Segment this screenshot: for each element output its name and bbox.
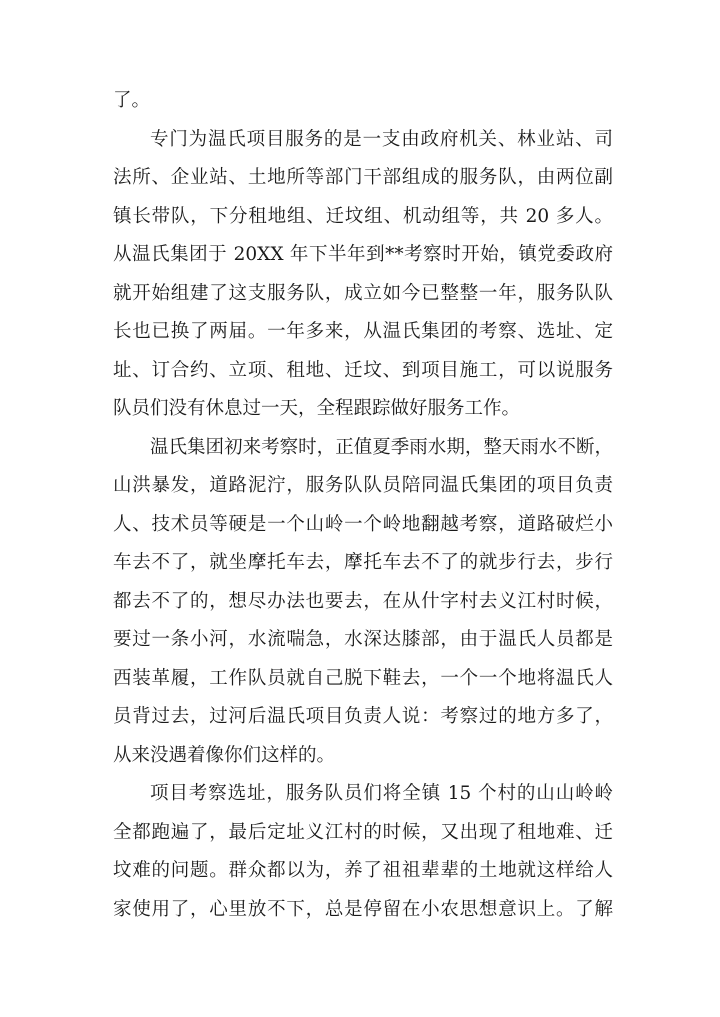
- text-line: 了。: [113, 90, 151, 111]
- text-line: 员背过去，过河后温氏项目负责人说：考察过的地方多了，: [113, 706, 613, 727]
- text-line: 从温氏集团于 20XX 年下半年到**考察时开始，镇党委政府: [113, 244, 613, 265]
- text-line: 车去不了，就坐摩托车去，摩托车去不了的就步行去，步行: [113, 552, 613, 573]
- text-line: 队员们没有休息过一天，全程跟踪做好服务工作。: [113, 398, 521, 419]
- text-line: 西装革履，工作队员就自己脱下鞋去，一个一个地将温氏人: [113, 667, 613, 689]
- text-line: 要过一条小河，水流喘急，水深达膝部，由于温氏人员都是: [113, 629, 613, 650]
- text-line: 就开始组建了这支服务队，成立如今已整整一年，服务队队: [113, 282, 613, 304]
- text-line: 法所、企业站、土地所等部门干部组成的服务队，由两位副: [113, 167, 613, 188]
- text-line: 家使用了，心里放不下，总是停留在小农思想意识上。了解: [113, 898, 613, 920]
- text-line: 从来没遇着像你们这样的。: [113, 744, 336, 766]
- text-line: 山洪暴发，道路泥泞，服务队队员陪同温氏集团的项目负责: [113, 475, 613, 496]
- text-line: 专门为温氏项目服务的是一支由政府机关、林业站、司: [150, 128, 613, 150]
- text-line: 全都跑遍了，最后定址义江村的时候，又出现了租地难、迁: [113, 821, 613, 843]
- text-line: 都去不了的，想尽办法也要去，在从什字村去义江村时候，: [113, 590, 613, 612]
- text-line: 项目考察选址，服务队员们将全镇 15 个村的山山岭岭: [150, 783, 613, 804]
- text-line: 址、订合约、立项、租地、迁坟、到项目施工，可以说服务: [113, 359, 613, 381]
- text-line: 坟难的问题。群众都以为，养了祖祖辈辈的土地就这样给人: [113, 860, 613, 881]
- text-line: 温氏集团初来考察时，正值夏季雨水期，整天雨水不断，: [150, 436, 613, 458]
- text-line: 长也已换了两届。一年多来，从温氏集团的考察、选址、定: [113, 321, 613, 342]
- text-line: 人、技术员等硬是一个山岭一个岭地翻越考察，道路破烂小: [113, 513, 613, 535]
- body-text: [113, 82, 613, 929]
- text-line: 镇长带队，下分租地组、迁坟组、机动组等，共 20 多人。: [113, 205, 613, 227]
